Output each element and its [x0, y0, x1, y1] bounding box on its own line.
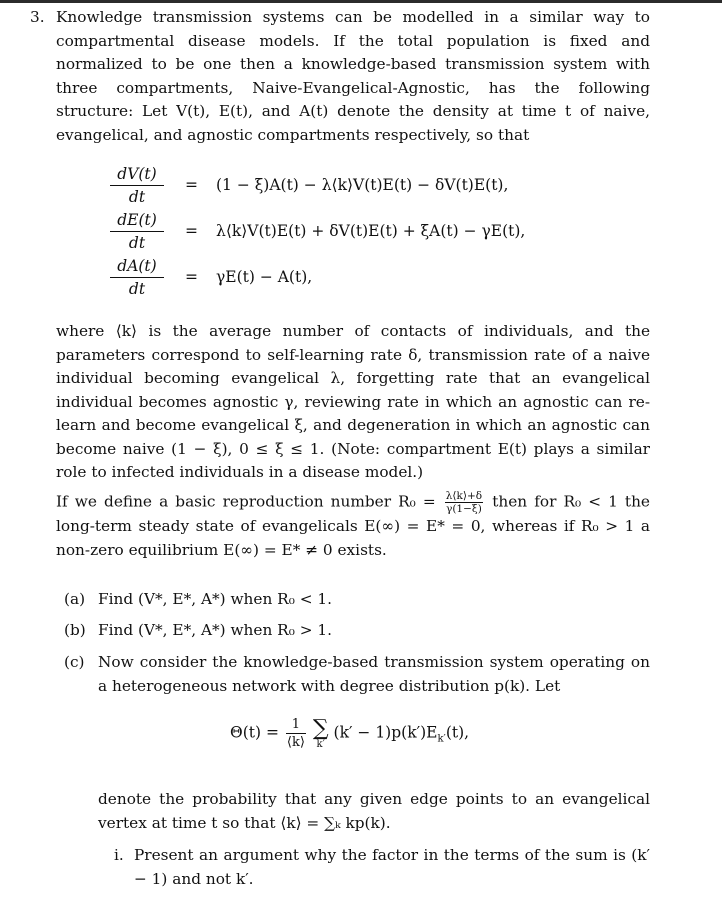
- theta-fraction: $\frac{1}{⟨k⟩}$: [286, 717, 305, 750]
- part-c: [56, 651, 650, 698]
- reproduction-number-paragraph: [56, 490, 650, 562]
- edge-probability-paragraph: denote the probability that any given edge points to an evangelical vertex at time t so that ⟨k⟩ = ∑ₖ kp(k).: [98, 790, 650, 832]
- r0-fraction: $\frac{\lambda⟨k⟩+\delta}{\gamma(1-\xi)}$: [445, 490, 483, 515]
- derivative-a: $\frac{dA(t)}{dt}$: [110, 256, 164, 299]
- subpart-i: [114, 844, 650, 891]
- theta-equation: [230, 716, 469, 751]
- part-label: (b): [64, 621, 86, 639]
- theta-rhs: (k′ − 1)p(k′)E: [333, 723, 438, 742]
- part-b: [56, 619, 650, 643]
- equation-rhs-v: (1 − ξ)A(t) − λ⟨k⟩V(t)E(t) − δV(t)E(t),: [216, 176, 509, 194]
- equation-rhs-a: γE(t) − A(t),: [216, 268, 313, 286]
- r0-conclusion: then for R₀ < 1 the long-term steady state of evangelicals E(∞) = E* = 0, whereas if R₀ > 1 a non-zero equilibrium E(∞) = E* ≠ 0 exists.: [56, 492, 650, 559]
- r0-intro: If we define a basic reproduction number R₀ =: [56, 492, 436, 511]
- problem-intro: [30, 6, 650, 147]
- derivative-v: $\frac{dV(t)}{dt}$: [110, 164, 164, 207]
- intro-paragraph: Knowledge transmission systems can be modelled in a similar way to compartmental disease models. If the total population is fixed and normalized to be one then a knowledge-based transmission system with three compartments, Naive-Evangelical-Agnostic, has the following structure: Let V(t), E(t), and A(t) denote the density at time t of naive, evangelical, and agnostic compartments respectively, so that: [56, 8, 650, 144]
- derivative-e: $\frac{dE(t)}{dt}$: [110, 210, 164, 253]
- equation-rhs-e: λ⟨k⟩V(t)E(t) + δV(t)E(t) + ξA(t) − γE(t),: [216, 222, 526, 240]
- subpart-label: i.: [114, 846, 124, 864]
- equals-sign: =: [185, 268, 198, 286]
- theta-lhs: Θ(t) =: [230, 723, 279, 742]
- parameters-paragraph: where ⟨k⟩ is the average number of contacts of individuals, and the parameters correspond to self-learning rate δ, transmission rate of a naive individual becoming evangelical λ, forgetting rate that an evangelical individual becomes agnostic γ, reviewing rate in which an agnostic can re-learn and become evangelical ξ, and degeneration in which an agnostic can become naive (1 − ξ), 0 ≤ ξ ≤ 1. (Note: compartment E(t) plays a similar role to infected individuals in a disease model.): [56, 322, 650, 481]
- summation: ∑ k′: [312, 715, 329, 750]
- part-label: (c): [64, 653, 85, 671]
- subpart-text: Present an argument why the factor in the terms of the sum is (k′ − 1) and not k′.: [134, 846, 650, 888]
- equals-sign: =: [185, 176, 198, 194]
- part-text: Now consider the knowledge-based transmission system operating on a heterogeneous network with degree distribution p(k). Let: [98, 653, 650, 695]
- equals-sign: =: [185, 222, 198, 240]
- part-label: (a): [64, 590, 86, 608]
- theta-rhs-subscript: k′: [437, 733, 446, 745]
- part-text: Find (V*, E*, A*) when R₀ > 1.: [98, 621, 332, 639]
- part-a: [56, 588, 650, 612]
- theta-tail: (t),: [445, 723, 470, 742]
- problem-number: 3.: [30, 8, 45, 26]
- part-text: Find (V*, E*, A*) when R₀ < 1.: [98, 590, 332, 608]
